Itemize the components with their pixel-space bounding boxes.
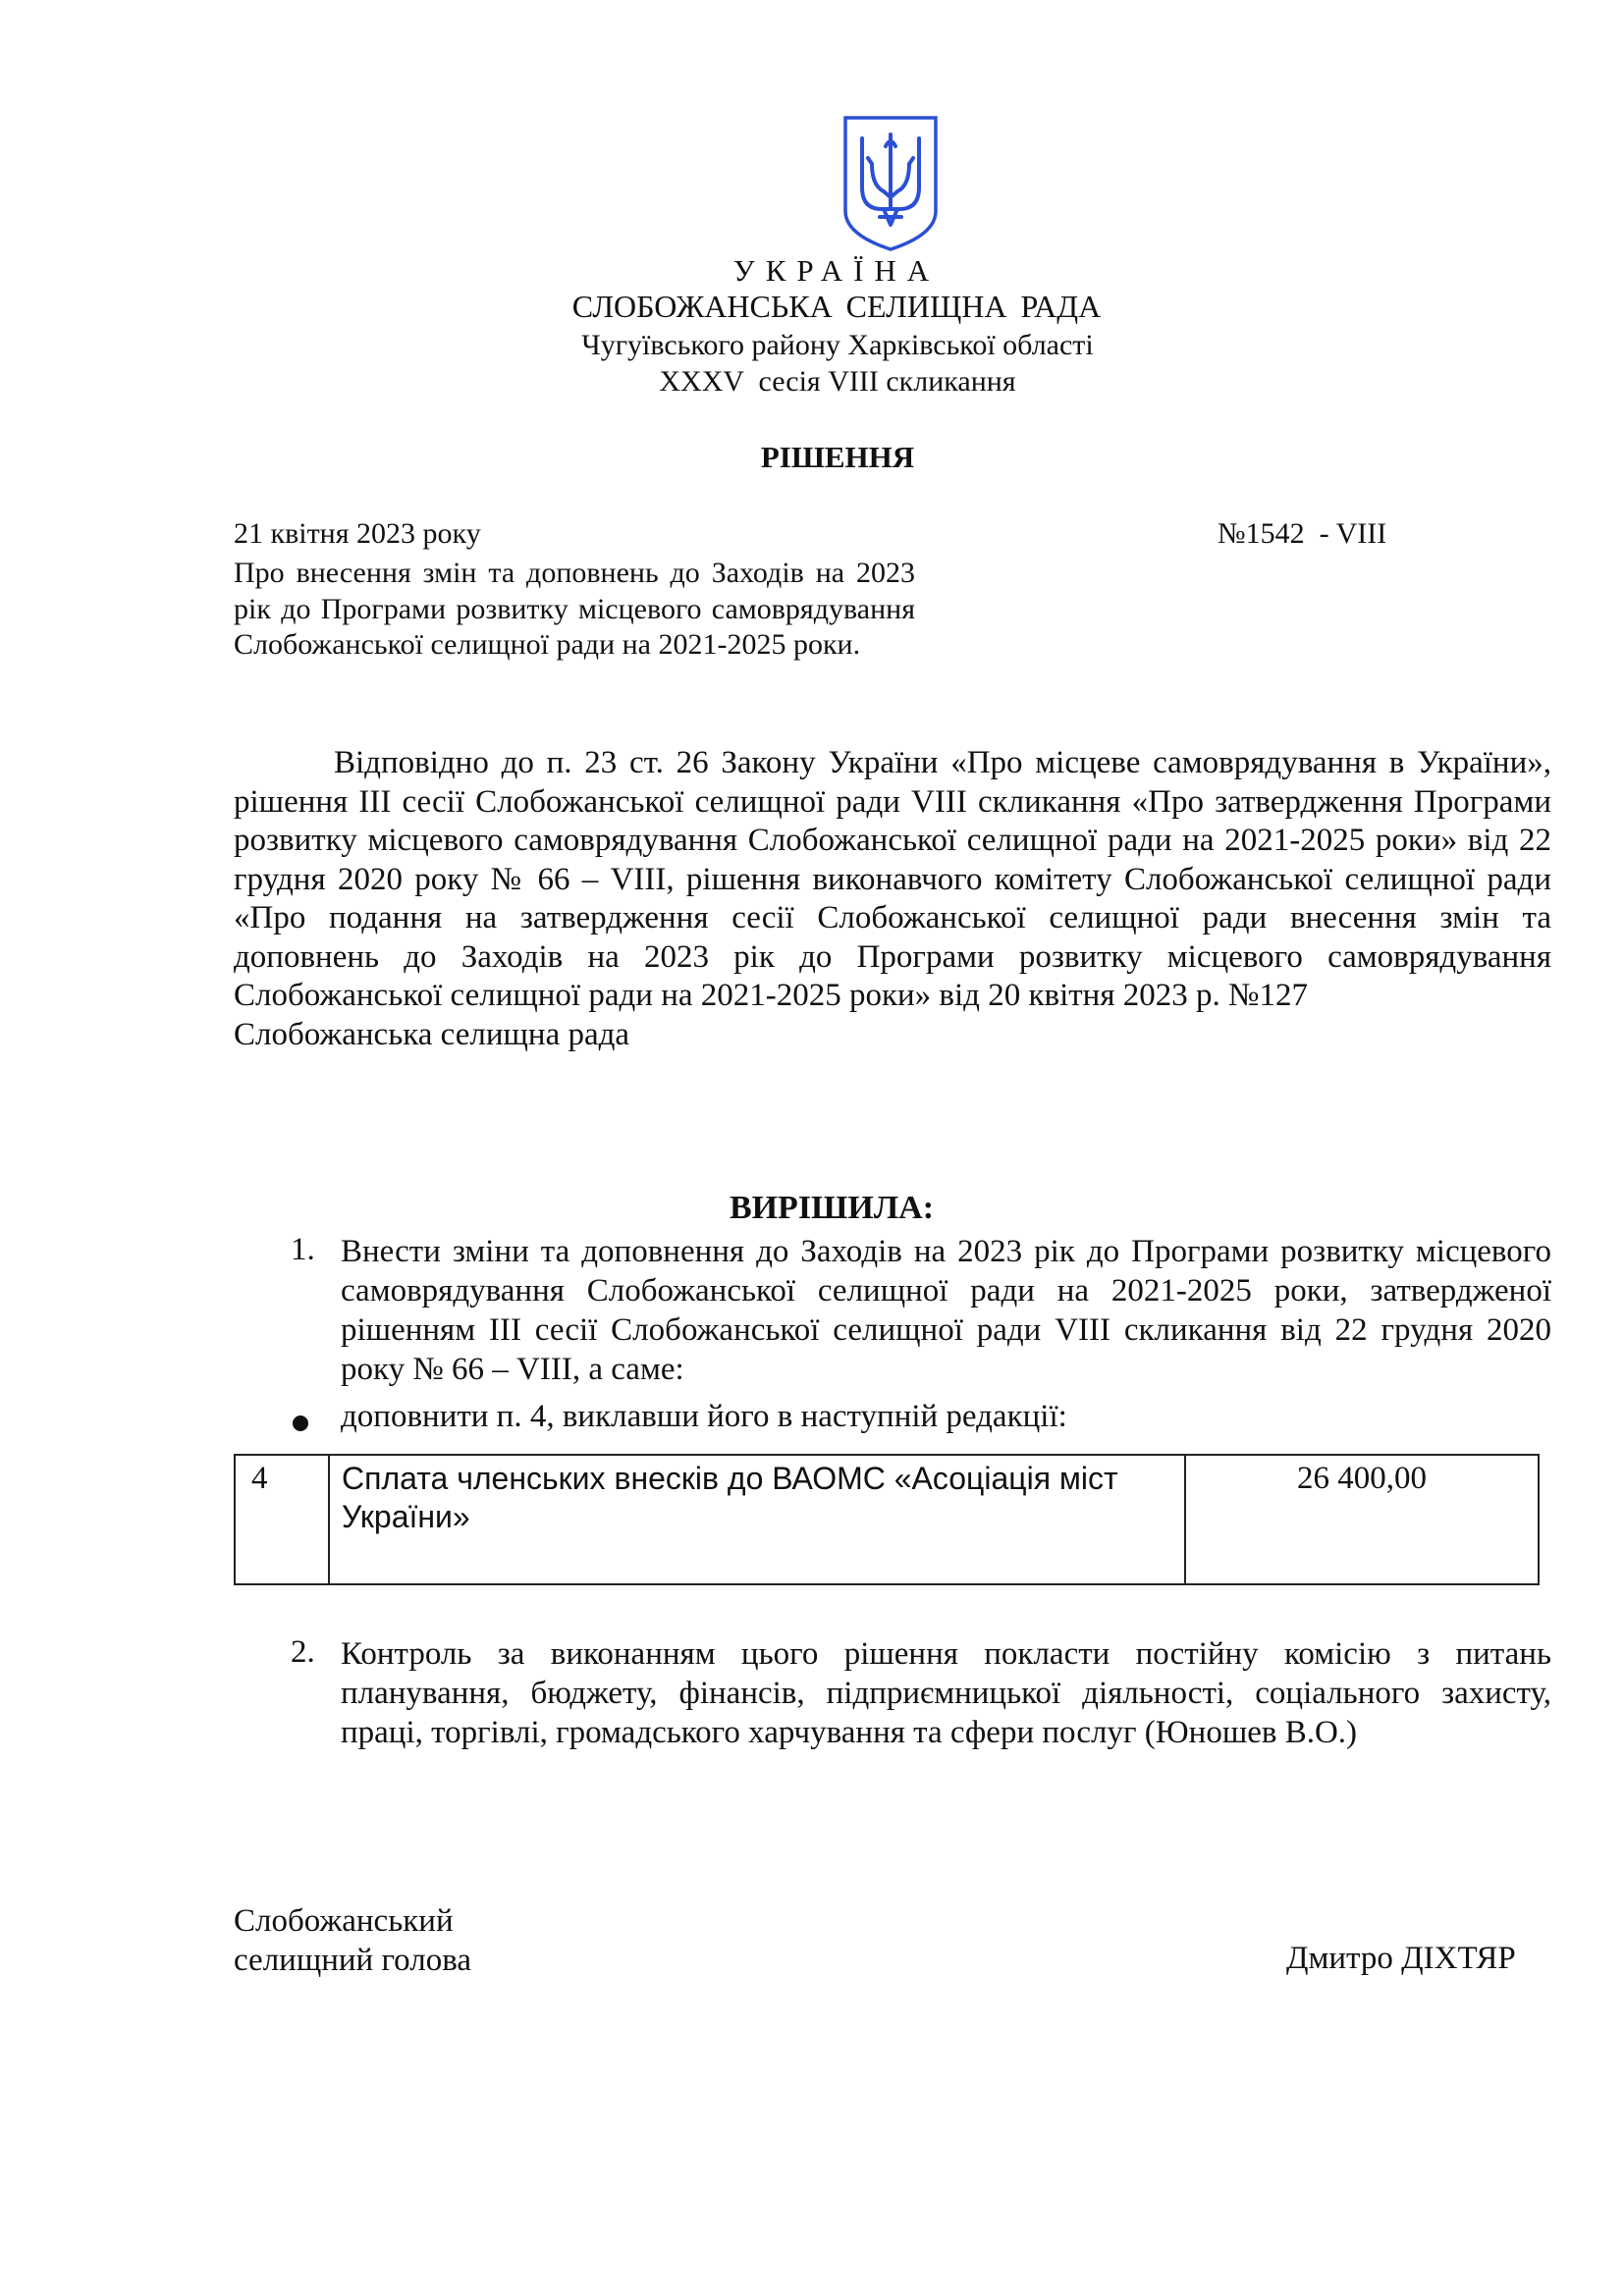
amendment-table xyxy=(234,1454,1540,1585)
signatory-title xyxy=(234,1901,471,1980)
table-cell-amount: 26 400,00 xyxy=(1185,1455,1539,1584)
table-cell-description: Сплата членських внесків до ВАОМС «Асоціація міст України» xyxy=(329,1455,1185,1584)
decision-subject: Про внесення змін та доповнень до Заходів на 2023 рік до Програми розвитку місцевого самоврядування Слобожанської селищної ради на 2021-2025 роки. xyxy=(234,557,915,661)
document-type-title: РІШЕННЯ xyxy=(760,440,915,474)
table-row xyxy=(235,1455,1539,1584)
item-number: 2. xyxy=(291,1634,315,1670)
bullet-text: доповнити п. 4, виклавши його в наступній редакції: xyxy=(341,1399,1067,1434)
council-heading: СЛОБОЖАНСЬКА СЕЛИЩНА РАДА xyxy=(571,289,1102,324)
preamble-paragraph xyxy=(234,744,1551,1054)
table-cell-index: 4 xyxy=(235,1455,329,1584)
item-text: Контроль за виконанням цього рішення покласти постійну комісію з питань планування, бюджету, фінансів, підприємницької діяльності, соціального захисту, праці, торгівлі, громадського харчування та сфери послуг (Юношев В.О.) xyxy=(341,1636,1551,1750)
resolved-heading: ВИРІШИЛА: xyxy=(729,1190,935,1226)
bullet-dot-icon xyxy=(293,1415,308,1431)
signatory-title-line: селищний голова xyxy=(234,1943,472,1978)
preamble-last-line: Слобожанська селищна рада xyxy=(234,1016,630,1052)
session-heading: XXXV сесія VIII скликання xyxy=(659,365,1016,398)
signatory-name: Дмитро ДІХТЯР xyxy=(1286,1941,1516,1976)
decision-date: 21 квітня 2023 року xyxy=(234,517,481,550)
country-heading: УКРАЇНА xyxy=(732,253,941,288)
district-heading: Чугуївського району Харківської області xyxy=(581,329,1094,361)
decision-number: №1542 - VIII xyxy=(1218,517,1387,550)
trident-coat-of-arms-icon xyxy=(842,115,939,252)
preamble-main-text: Відповідно до п. 23 ст. 26 Закону України «Про місцеве самоврядування в України», рішення ІІІ сесії Слобожанської селищної ради VІІІ скликання «Про затвердження Програми розвитку місцевого самоврядування Слобожанської селищної ради на 2021-2025 роки» від 22 грудня 2020 року № 66 – VIIІ, рішення виконавчого комітету Слобожанської селищної ради «Про подання на затвердження сесії Слобожанської селищної ради внесення змін та доповнень до Заходів на 2023 рік до Програми розвитку місцевого самоврядування Слобожанської селищної ради на 2021-2025 роки» від 20 квітня 2023 р. №127 xyxy=(234,745,1551,1013)
signatory-title-line: Слобожанський xyxy=(234,1903,454,1939)
item-text: Внести зміни та доповнення до Заходів на 2023 рік до Програми розвитку місцевого самоврядування Слобожанської селищної ради на 2021-2025 роки, затвердженої рішенням ІІІ сесії Слобожанської селищної ради VІІІ скликання від 22 грудня 2020 року № 66 – VIIІ, а саме: xyxy=(341,1234,1551,1387)
item-number: 1. xyxy=(291,1232,315,1267)
